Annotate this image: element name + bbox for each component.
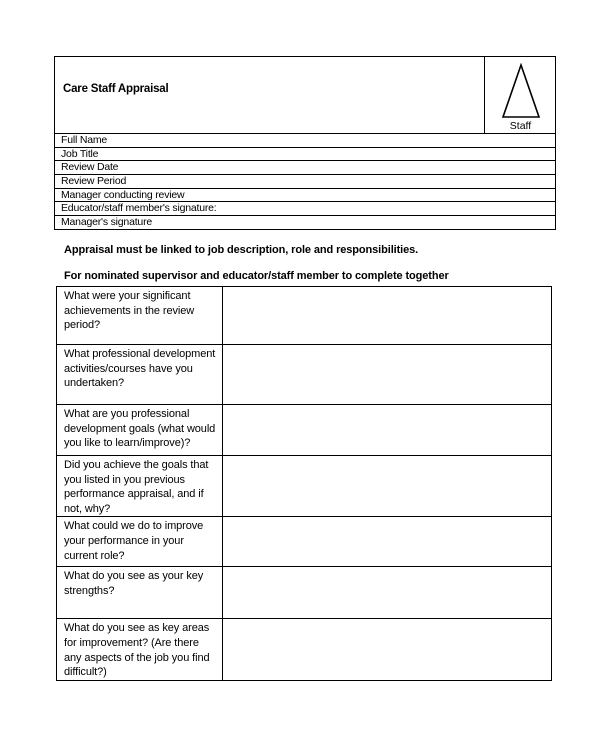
answer-cell[interactable]	[223, 517, 552, 567]
logo-cell	[484, 57, 556, 133]
answer-cell[interactable]	[223, 456, 552, 517]
question-cell: What do you see as your key strengths?	[57, 567, 223, 619]
form-title: Care Staff Appraisal	[63, 83, 169, 95]
question-cell: What do you see as key areas for improvement? (Are there any aspects of the job you find difficult?)	[57, 619, 223, 680]
table-row	[57, 567, 552, 619]
field-manager-signature[interactable]: Manager's signature	[55, 215, 555, 229]
field-staff-signature[interactable]: Educator/staff member's signature:	[55, 201, 555, 215]
field-review-period[interactable]: Review Period	[55, 174, 555, 188]
answer-cell[interactable]	[223, 619, 552, 680]
field-review-date[interactable]: Review Date	[55, 160, 555, 174]
questions-table	[56, 286, 552, 681]
question-cell: What were your significant achievements in the review period?	[57, 287, 223, 345]
table-row	[57, 405, 552, 456]
logo-label: Staff	[509, 120, 532, 132]
answer-cell[interactable]	[223, 287, 552, 345]
answer-cell[interactable]	[223, 405, 552, 456]
answer-cell[interactable]	[223, 567, 552, 619]
form-header-box	[54, 56, 556, 230]
question-cell: What are you professional development goals (what would you like to learn/improve)?	[57, 405, 223, 456]
question-cell: Did you achieve the goals that you listed in you previous performance appraisal, and if not, why?	[57, 456, 223, 517]
field-manager-conducting-review[interactable]: Manager conducting review	[55, 188, 555, 202]
notice-linked-to-job: Appraisal must be linked to job description, role and responsibilities.	[64, 244, 419, 256]
notice-complete-together: For nominated supervisor and educator/staff member to complete together	[64, 270, 449, 282]
field-job-title[interactable]: Job Title	[55, 147, 555, 161]
table-row	[57, 619, 552, 680]
question-cell: What professional development activities/courses have you undertaken?	[57, 345, 223, 405]
form-fields	[55, 133, 555, 229]
table-row	[57, 517, 552, 567]
answer-cell[interactable]	[223, 345, 552, 405]
table-row	[57, 287, 552, 345]
field-full-name[interactable]: Full Name	[55, 133, 555, 147]
table-row	[57, 345, 552, 405]
question-cell: What could we do to improve your performance in your current role?	[57, 517, 223, 567]
triangle-logo-icon	[501, 63, 541, 121]
table-row	[57, 456, 552, 517]
